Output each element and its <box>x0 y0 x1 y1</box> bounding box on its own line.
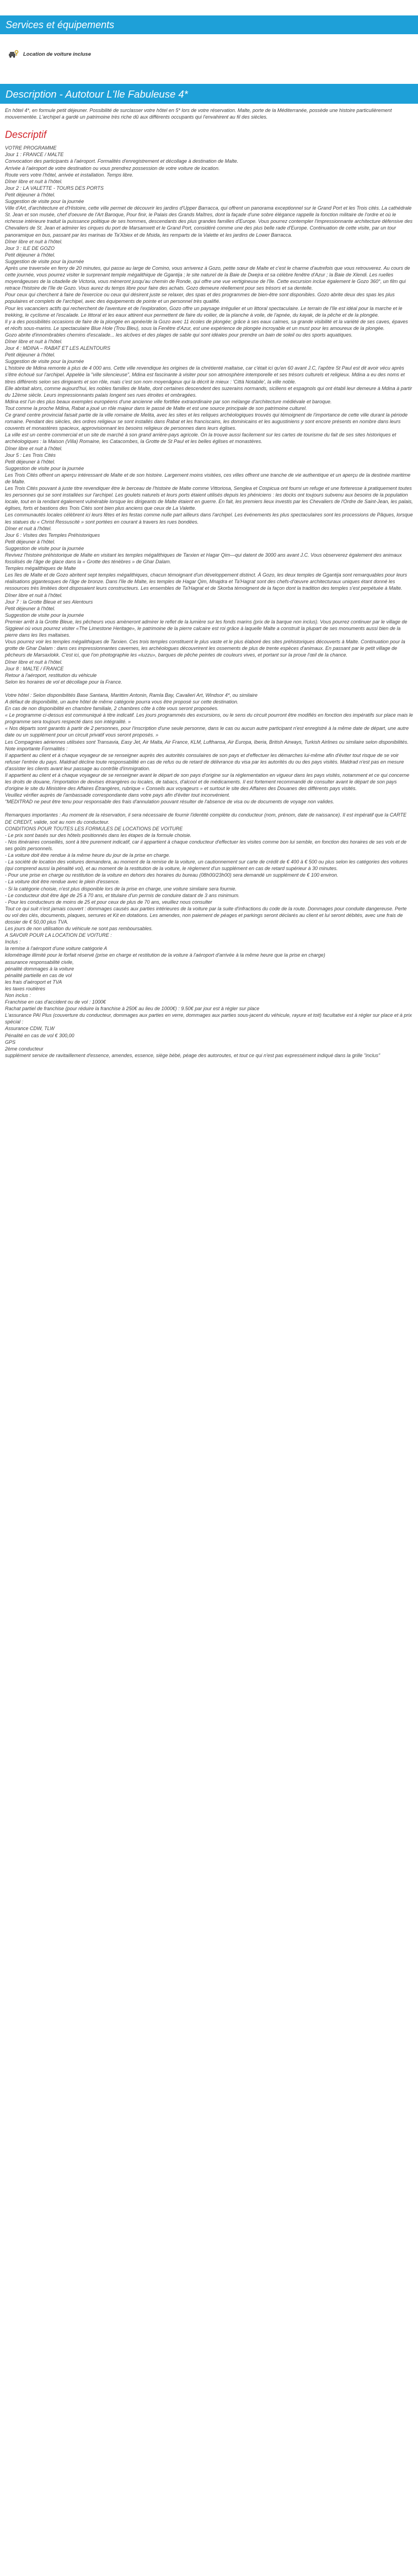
car-info-line: - Nos itinéraires conseillés, sont à titre purement indicatif, car il appartient à chaque conducteur d'effectuer les visites comme bon lui semble, en fonction des horaires de ses vols et de ses goûts personnels. <box>5 839 407 851</box>
program-line: Convocation des participants à l'aéroport. Formalités d'enregistrement et décollage à destination de Malte. <box>5 158 239 164</box>
car-info-line: Pénalité en cas de vol € 300,00 <box>5 1032 74 1038</box>
car-info-line: - Pour les conducteurs de moins de 25 et pour ceux de plus de 70 ans, veuillez nous consulter <box>5 899 212 905</box>
car-info-line: Tout ce qui suit n'est jamais couvert : dommages causés aux parties intérieures de la voiture par la suite d'infractions du code de la route. Dommages pour conduite dangereuse. Perte ou vol des clés, documents, plaques, serrures et Kit en dotations. Les amendes, non paiement de péages et parkings seront déclarés au client et lui seront débités, avec une frais de dossier de € 50,00 plus TVA. <box>5 905 407 925</box>
car-info-line: - La société de location des voitures demandera, au moment de la remise de la voiture, un cautionnement sur carte de crédit de € 400 à € 500 ou plus selon les catégories des voitures (qui comprend aussi la pénalité vol), et au moment de la restitution de la voiture, le règlement d'un supplément en cas de retard supérieur à 30 minutes. <box>5 859 408 872</box>
car-info-line: la remise à l'aéroport d'une voiture catégorie A <box>5 946 108 952</box>
car-info-line: « Nos départs sont garantis à partir de 2 personnes, pour l'inscription d'une seule personne, dans le cas ou aucun autre participant n'est enregistré à la même date de départ, une autre date ou un supplément pour un circuit privatif vous seront proposés. » <box>5 726 409 738</box>
program-line: Les îles de Malte et de Gozo abritent sept temples mégalithiques, chacun témoignant d'un développement distinct. À Gozo, les deux temples de Ggantija sont remarquables pour leurs réalisations gigantesques de l'âge de bronze. Dans l'île de Malte, les temples de Hagar Qim, Mnajdra et Ta'Hagrat sont des chefs-d'œuvre architecturaux uniques étant donné les ressources très limitées dont disposaient leurs constructeurs. Les ensembles de Ta'Hagrat et de Skorba témoignent de la façon dont la tradition des temples s'est perpétuée à Malte. <box>5 572 408 591</box>
car-info-line: - Pour une prise en charge ou restitution de la voiture en dehors des horaires du bureau (08h00/23h00) sera demandé un supplément de € 100 environ. <box>5 872 339 878</box>
program-line: Dîner libre et nuit à l'hôtel. <box>5 659 63 665</box>
car-info-line: - Si la catégorie choisie, n'est plus disponible lors de la prise en charge, une voiture similaire sera fournie. <box>5 886 237 892</box>
program-line: Jour 6 : Visites des Temples Préhistoriques <box>5 532 100 538</box>
car-info-line: - Le prix sont basés sur des hôtels positionnés dans les étapes de la formule choisie. <box>5 832 192 838</box>
car-info-line: Inclus : <box>5 939 21 945</box>
car-info-line: supplément service de ravitaillement d'essence, amendes, essence, siège bébé, péage des autoroutes, et tout ce qui n'est pas expressément indiqué dans la grille "inclus" <box>5 1052 381 1058</box>
program-line: Il y a des possibilités occasions de faire de la plongée en apnée/de la Gozo avec 11 écoles de plongée; grâce à ses eaux calmes, sa grande visibilité et la variété de ses caves, épaves et récifs sous-marins. Le spectaculaire Blue Hole (Trou Bleu), sous la Fenêtre d'Azur, est une expérience de plongée incroyable et un must pour les amoureux de la plongée. <box>5 318 408 331</box>
program-line: Suggestion de visite pour la journée <box>5 465 84 471</box>
program-line: La ville est un centre commercial et un site de marché à son grand arrière-pays agricole. On la trouve aussi facilement sur les cartes de tourisme du fait de ses sites historiques et archéologiques : la Maison (Villa) Romaine, les Catacombes, la Grotte de St Paul et les belles églises et monastères. <box>5 432 396 445</box>
car-info-line: Votre hôtel : Selon disponibilités Base Santana, Marittim Antonin, Ramla Bay, Cavalieri Art, Windsor 4*, ou similaire <box>5 692 258 698</box>
description-title: Description - Autotour L'Ile Fabuleuse 4* <box>6 88 188 100</box>
program-line: Temples mégalithiques de Malte <box>5 566 76 572</box>
car-info-line: Il appartient au client et à chaque voyageur de se renseigner avant le départ de son pays d'origine sur la réglementation en vigueur dans les pays visités, notamment et ce qui concerne les droits de douane, l'importation de devises étrangères ou locales, de tabacs, d'alcool et de médicaments. Il est fortement recommandé de consulter avant le départ de son pays d'origine le site du Ministère des Affaires Étrangères, rubrique « Conseils aux voyageurs » et surtout le site des Affaires des Douanes des différents pays visités. <box>5 772 410 792</box>
program-line: Gozo abrite d'innombrables chemins d'escalade... les alcôves et des plages de sable qui sont idéales pour prendre un bain de soleil ou des sports aquatiques. <box>5 332 353 338</box>
program-line: Selon les horaires de vol et décollage pour la France. <box>5 679 122 685</box>
car-info-line: les frais d'aéroport et TVA <box>5 979 62 985</box>
program-line: Petit déjeuner à l'hôtel. <box>5 352 56 358</box>
car-info-line: assurance responsabilité civile, <box>5 959 74 965</box>
program-line: Dîner libre et nuit à l'hôtel. <box>5 592 63 598</box>
program-line: Jour 3 : ILE DE GOZO <box>5 245 55 251</box>
program-line: Dîner libre et nuit à l'hôtel. <box>5 339 63 344</box>
description-header <box>0 84 418 104</box>
program-line: Jour 4 : MDINA – RABAT ET LES ALENTOURS <box>5 345 111 351</box>
car-info-line: pénalité partielle en cas de vol <box>5 972 72 978</box>
program-line: Jour 2 : LA VALETTE - TOURS DES PORTS <box>5 185 104 191</box>
program-line: L'histoire de Mdina remonte à plus de 4 000 ans. Cette ville revendique les origines de la chrétienté maltaise, car c'était ici qu'en 60 avant J.C, l'apôtre St Paul est dit avoir vécu après s'être échoué sur l'archipel. Appelée la "ville silencieuse", Mdina est fascinante à visiter pour son atmosphère intemporelle et ses trésors culturels et religieux. Mdina a eu des noms et titres différents selon ses dirigeants et son rôle, mais c'est son nom moyenâgeux qui la décrit le mieux : 'Città Notabile', la ville noble. <box>5 365 405 385</box>
program-line: Arrivée à l'aéroport de votre destination ou vous prendrez possession de votre voiture de location. <box>5 165 220 171</box>
program-line: Jour 5 : Les Trois Cités <box>5 452 56 458</box>
program-line: Vous pourrez voir les temples mégalithiques de Tarxien. Ces trois temples constituent le plus vaste et le plus élaboré des sites préhistoriques découverts à Malte. Continuation pour la grotte de Ghar Dalam : dans ces impressionnantes cavernes, les archéologues découvrirent les ossements de plus de trente espèces d'animaux. En passant par le petit village de pêcheurs de Marsaxlokk. C'est ici, que l'on photographie les «luzzu», barques de pêche peintes de couleurs vives, et portant sur la proue l'œil de la chance. <box>5 639 405 658</box>
program-line: Petit déjeuner à l'hôtel. <box>5 605 56 611</box>
program-line: Mdina est l'un des plus beaux exemples européens d'une ancienne ville fortifiée extraordinaire par son mélange d'architecture médiévale et baroque. <box>5 398 332 404</box>
program-line: Ville d'Art, d'architecture et d'Histoire, cette ville permet de découvrir les jardins d'Upper Barracca, qui offrent un panorama exceptionnel sur le Grand Port et les Trois cités. La cathédrale St. Jean et son musée, chef d'oeuvre de l'Art Baroque, Pour finir, le Palais des Grands Maîtres, dont la façade d'une sobre élégance rappelle la fonction militaire de l'ordre et où le richesse intérieure traduit la puissance politique de ses hommes, descendants des plus grandes familles d'Europe. Vous pourrez contempler l'impressionnante architecture défensive des Chevaliers de St. Jean et admirer les cirques du port de Marsamxett et le Grand Port, considéré comme une des plus belle rade d'Europe. Continuation de cette visite, par un tour panoramique en bus, passant par les marinas de Ta'Xbiex et de Msida, les remparts de la Valette et les jardins de Lower Barracca. <box>5 205 413 238</box>
program-line: Dîner libre et nuit à l'hôtel. <box>5 238 63 244</box>
car-info-line: GPS <box>5 1039 16 1045</box>
program-line: Dîner et nuit à l'hôtel. <box>5 525 52 531</box>
program-line: Suggestion de visite pour la journée <box>5 545 84 551</box>
program-line: Ce grand centre provincial faisait partie de la ville romaine de Melita, avec les sites et les reliques archéologiques trouvés qui témoignent de l'importance de cette ville durant la période romaine. Pendant des siècles, des ordres religieux se sont installés dans Rabat et les franciscains, les dominicains et les augustiniens y sont encore présents en nombre dans leurs couvents et monastères spacieux, approvisionnant les besoins religieux de personnes dans leurs églises. <box>5 412 408 431</box>
program-line: Premier arrêt à la Grotte Bleue, les pêcheurs vous amèneront admirer le reflet de la lumière sur les fonds marins (prix de la barque non inclus). Vous pourrez continuer par le village de Siggiewi où vous pourrez visiter «The Limestone Heritage», le patrimoine de la pierre calcaire est roi grâce à laquelle Malte a construit la plupart de ses monuments aussi bien de la pierre dans les îles maltaises. <box>5 618 408 638</box>
service-item-label: Location de voiture incluse <box>23 51 91 57</box>
car-info-line: Les jours de non utilisation du véhicule ne sont pas remboursables. <box>5 926 153 932</box>
program-text <box>5 145 413 685</box>
car-info-line: les taxes routières <box>5 985 46 991</box>
car-info-line: 2ème conducteur <box>5 1046 44 1052</box>
car-info-line: Note importante Formalités : <box>5 745 68 751</box>
description-intro: En hôtel 4*, en formule petit déjeuner. Possibilité de surclasser votre hôtel en 5* lors de votre réservation. Malte, porte de la Méditerranée, possède une histoire particulièrement mouvementée. L'archipel a gardé un patrimoine très riche dû aux différents occupants qui l'envahirent au fil des siècles. <box>5 108 392 120</box>
program-line: Petit déjeuner à l'hôtel. <box>5 252 56 258</box>
car-info-line: Les Compagnies aériennes utilisées sont Transavia, Easy Jet, Air Malta, Air France, KLM, Lufthansa, Air Europa, Iberia, British Airways, Turkish Airlines ou similaire selon disponibilités. <box>5 739 409 745</box>
program-line: Petit déjeuner à l'hôtel. <box>5 191 56 198</box>
program-line: Pour ceux qui cherchent à faire de l'exercice ou ceux qui désirent juste se relaxer, des spas et des programmes de bien-être sont disponibles. Gozo abrite deux des spas les plus populaires et complets de l'archipel, avec des équipements de pointe et un personnel très qualifié. <box>5 292 395 305</box>
car-info-line: L'assurance PAI Plus (couverture du conducteur, dommages aux parties en verre, dommages aux parties sous-jacent du véhicule, rayure et toit) facultative est à régler sur place et à prix spécial : <box>5 1012 412 1025</box>
car-info-line: Franchise en cas d'accident ou de vol : 1000€ <box>5 999 106 1005</box>
car-info-line: CONDITIONS POUR TOUTES LES FORMULES DE LOCATIONS DE VOITURE <box>5 825 183 831</box>
program-line: Dîner libre et nuit à l'hôtel. <box>5 178 63 184</box>
car-key-icon <box>8 49 19 60</box>
car-info-line: En cas de non disponibilité en chambre familiale, 2 chambres côte à côte vous seront proposées. <box>5 706 219 712</box>
program-line: Les Trois Cités offrent un aperçu intéressant de Malte et de son histoire. Largement moins visitées, ces villes offrent une tranche de vie authentique et un aperçu de la destinée maritime de Malte. <box>5 472 411 484</box>
program-line: Dîner libre et nuit à l'hôtel. <box>5 445 63 451</box>
descriptif-title: Descriptif <box>5 129 47 141</box>
car-info-line: Remarques importantes : Au moment de la réservation, il sera nécessaire de fournir l'identité complète du conducteur (nom, prénom, date de naissance). Il est impératif que la CARTE DE CREDIT, valide, soit au nom du conducteur. <box>5 812 407 825</box>
program-line: Suggestion de visite pour la journée <box>5 199 84 205</box>
car-info-line: "MEDITRAD ne peut être tenu pour responsable des frais d'annulation pouvant résulter de l'absence de visa ou de documents de voyage non valides. <box>5 799 334 805</box>
car-info-line: Non inclus : <box>5 993 31 998</box>
car-info-line: Assurance CDW, TLW <box>5 1026 55 1032</box>
program-line: Jour 7 : la Grotte Bleue et ses Alentours <box>5 599 93 605</box>
car-info-line: Rachat partiel de franchise (pour réduire la franchise à 250€ au lieu de 1000€) : 9.50€ par jour est à régler sur place <box>5 1006 260 1012</box>
program-line: Route vers votre l'hôtel, arrivée et installation. Temps libre. <box>5 172 133 178</box>
program-line: Les communautés locales célèbrent ici leurs fêtes et les festas comme nulle part ailleurs dans l'archipel. Les événements les plus spectaculaires sont les processions de Pâques, lorsque les statues du « Christ Ressuscité » sont portées en courant à travers les rues bondées. <box>5 512 413 525</box>
car-info-line: Veuillez vérifier auprès de l'ambassade correspondante dans votre pays afin d'éviter tout inconvénient. <box>5 792 231 798</box>
car-info-line: « Le programme ci-dessus est communiqué à titre indicatif. Les jours programmés des excursions, ou le sens du circuit pourront être modifiés en fonction des impératifs sur place mais le programme sera toujours respecté dans son intégralité. » <box>5 712 413 725</box>
program-line: Petit déjeuner à l'hôtel. <box>5 538 56 545</box>
car-info-line: - La voiture doit être rendue à la même heure du jour de la prise en charge. <box>5 852 170 858</box>
program-line: Jour 1 : FRANCE / MALTE <box>5 152 64 158</box>
car-info-text <box>5 692 413 1059</box>
car-info-line: - La voiture doit être rendue avec le plein d'essence. <box>5 879 120 885</box>
program-line: Après une traversée en ferry de 20 minutes, qui passe au large de Comino, vous arriverez à Gozo, petite sœur de Malte et c'est le charme d'autrefois que vous retrouverez. Au cours de cette journée, vous pourrez visiter le surprenant temple mégalithique de Ggantija ; le site naturel de la Baie de Dwejra et sa célèbre fenêtre d'Azur ; la Baie de Xlendi. Les ruelles moyenâgeuses de la citadelle de Victoria, vous mèneront jusqu'au chemin de Ronde, qui offre une vue vertigineuse de l'île. Cette excursion inclue également le Gozo 360°, un film qui retrace l'histoire de l'île de Gozo. Vous aurez du temps libre pour faire des achats. Gozo demeure réellement pour ses trésors et sa dentelle. <box>5 265 410 291</box>
program-line: VOTRE PROGRAMME <box>5 145 57 151</box>
car-info-line: Il appartient au client et à chaque voyageur de se renseigner auprès des autorités consulaires de son pays et d'effectuer les démarches lui-même afin d'éviter tout risque de se voir refuser l'entrée du pays. Maldrad décline toute responsabilité en cas de refus ou de retard de délivrance du visa par les autorités du ou des pays visités. Maldrad n'est pas en mesure d'assister les clients avant leur passage au contrôle d'immigration. <box>5 752 404 771</box>
program-line: Suggestion de visite pour la journée <box>5 258 84 264</box>
program-line: Petit déjeuner à l'hôtel. <box>5 458 56 465</box>
program-line: Les Trois Cités pouvant à juste titre revendiquer être le berceau de l'histoire de Malte comme Vittoriosa, Senglea et Cospicua ont fourni un refuge et une forteresse à pratiquement toutes les personnes qui se sont installées sur l'archipel. Les goulets naturels et leurs ports étaient utilisés depuis les phéniciens : les docks ont toujours subvenu aux besoins de la population locale, tout en la rendant également vulnérable lorsque les dirigeants de Malte étaient en guerre. En fait, les premiers lieux investis par les Chevaliers de l'Ordre de Saint-Jean, les palais, églises, forts et bastions des Trois Cités sont bien plus anciens que ceux de La Valette. <box>5 486 413 511</box>
car-info-line: A SAVOIR POUR LA LOCATION DE VOITURE : <box>5 932 112 938</box>
service-item <box>0 34 418 62</box>
description-content <box>0 104 418 1059</box>
program-line: Suggestion de visite pour la journée <box>5 359 84 365</box>
car-info-line: A défaut de disponibilité, un autre hôtel de même catégorie pourra vous être proposé sur cette destination. <box>5 698 239 705</box>
services-header <box>0 15 418 34</box>
program-line: Tout comme la proche Mdina, Rabat a joué un rôle majeur dans le passé de Malte et est une source principale de son patrimoine culturel. <box>5 405 307 411</box>
services-title: Services et équipements <box>6 19 115 30</box>
program-line: Retour à l'aéroport, restitution du véhicule <box>5 672 97 678</box>
car-info-line: - Le conducteur doit être âgé de 25 à 70 ans, et titulaire d'un permis de conduire datant de 3 ans minimum. <box>5 892 240 898</box>
car-info-line: kilométrage illimité pour le forfait réservé (prise en charge et restitution de la voiture à l'aéroport d'arrivée à la même heure que la prise en charge) <box>5 952 325 958</box>
car-info-line: pénalité dommages à la voiture <box>5 966 74 972</box>
program-line: Elle abritait alors, comme aujourd'hui, les nobles familles de Malte, dont certaines descendent des suzerains normands, siciliens et espagnols qui ont établi leur demeure à Mdina à partir du 12ème siècle. Leurs impressionnants palais longent ses rues étroites et ombragées. <box>5 385 412 398</box>
program-line: Pour les vacanciers actifs qui recherchent de l'aventure et de l'exploration, Gozo offre un paysage irrégulier et un littoral spectaculaire. Le terrain de l'île est idéal pour la marche et le trekking, le cyclisme et l'escalade. Le littoral et les eaux attirent eux permettent de faire du voilier, de la planche à voile, de l'apnée, du kayak, de la pêche et de la plongée. <box>5 305 403 318</box>
program-line: Jour 8 : MALTE / FRANCE <box>5 665 64 671</box>
program-line: Suggestion de visite pour la journée <box>5 612 84 618</box>
program-line: Revivez l'histoire préhistorique de Malte en visitant les temples mégalithiques de Tarxien et Hagar Qim—qui datent de 3000 ans avant J.C. Vous observerez également des animaux fossilisés de l'âge de glace dans la « Grotte des ténèbres » de Ghar Dalam. <box>5 552 402 565</box>
